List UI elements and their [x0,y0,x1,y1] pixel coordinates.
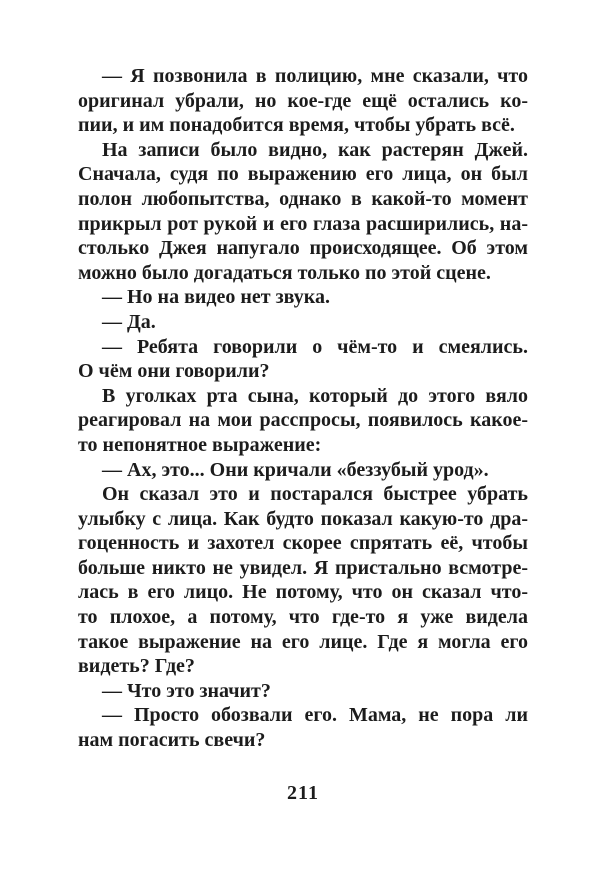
text-line: то плохое, а потому, что где-то я уже видела [78,606,528,629]
text-line: улыбку с лица. Как будто показал какую-то дра- [78,507,528,530]
paragraph [78,310,528,335]
text-line: — Ах, это... Они кричали «беззубый урод». [102,458,489,481]
paragraph [78,384,528,458]
text-line: прикрыл рот рукой и его глаза расширились, на- [78,212,528,235]
text-line: видеть? Где? [78,655,195,678]
paragraph [78,335,528,384]
page-number: 211 [287,781,319,804]
paragraph [78,64,528,138]
text-line: — Но на видео нет звука. [102,286,330,309]
text-line: больше никто не увидел. Я пристально всмотре- [78,556,528,579]
text-line: оригинал убрали, но кое-где ещё остались ко- [78,89,528,112]
paragraph [78,138,528,286]
paragraph [78,679,528,704]
text-line: то непонятное выражение: [78,433,322,456]
text-line: Он сказал это и постарался быстрее убрать [102,483,528,506]
text-line: гоценность и захотел скорее спрятать её, чтобы [78,532,528,555]
text-line: реагировал на мои расспросы, появилось какое- [78,409,528,432]
text-line: — Я позвонила в полицию, мне сказали, что [102,65,528,87]
text-line: полон любопытства, однако в какой-то момент [78,187,528,210]
text-line: — Просто обозвали его. Мама, не пора ли [102,704,528,727]
text-line: нам погасить свечи? [78,729,266,752]
text-block [78,64,528,753]
text-line: столько Джея напугало происходящее. Об этом [78,237,528,260]
text-line: — Что это значит? [102,679,271,702]
text-line: — Да. [102,310,156,333]
text-line: пии, и им понадобится время, чтобы убрать всё. [78,114,515,137]
paragraph [78,482,528,679]
text-line: В уголках рта сына, который до этого вяло [102,384,528,407]
text-line: можно было догадаться только по этой сцене. [78,261,491,284]
text-line: такое выражение на его лице. Где я могла его [78,630,528,653]
text-line: О чём они говорили? [78,360,270,383]
text-line: — Ребята говорили о чём-то и смеялись. [102,335,528,358]
paragraph [78,703,528,752]
text-line: лась в его лицо. Не потому, что он сказал что- [78,581,528,604]
text-line: Сначала, судя по выражению его лица, он был [78,163,528,186]
text-line: На записи было видно, как растерян Джей. [102,138,528,161]
paragraph [78,458,528,483]
paragraph [78,285,528,310]
